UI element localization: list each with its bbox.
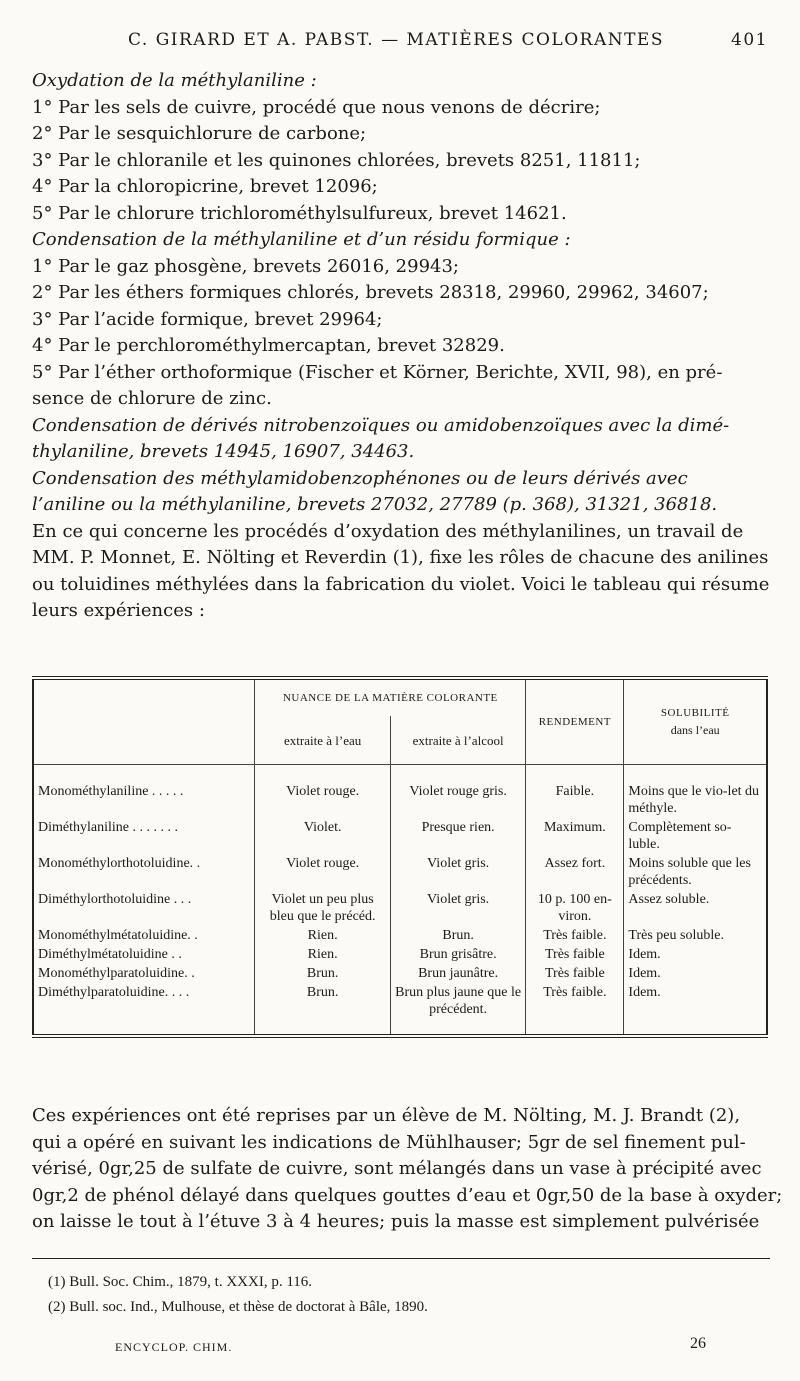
table-cell-solubilite: Moins soluble que les précédents. xyxy=(624,854,767,890)
running-header xyxy=(0,30,800,58)
table-row xyxy=(33,765,767,819)
body-line: MM. P. Monnet, E. Nölting et Reverdin (1), fixe les rôles de chacune des anilines xyxy=(32,547,769,568)
footnote-divider xyxy=(32,1258,770,1259)
table-cell-name: Diméthylparatoluidine. . . . xyxy=(38,985,190,1000)
table-cell-eau: Violet un peu plus bleu que le précéd. xyxy=(255,890,390,926)
table-body xyxy=(33,765,767,1037)
table-row xyxy=(33,854,767,890)
table-cell-alcool: Brun plus jaune que le précédent. xyxy=(390,983,525,1036)
header-title: C. GIRARD ET A. PABST. — MATIÈRES COLORANTES xyxy=(128,30,664,50)
body-line: 0gr,2 de phénol délayé dans quelques gouttes d’eau et 0gr,50 de la base à oxyder; xyxy=(32,1184,783,1206)
table-cell-eau: Violet rouge. xyxy=(255,854,390,890)
table-cell-eau: Brun. xyxy=(255,983,390,1036)
table-cell-name: Monométhylmétatoluidine. . xyxy=(38,928,198,943)
body-line: 1° Par le gaz phosgène, brevets 26016, 29943; xyxy=(32,255,459,277)
signature-label: ENCYCLOP. CHIM. xyxy=(115,1340,233,1354)
body-line: leurs expériences : xyxy=(32,600,205,621)
solubilite-title: SOLUBILITÉ xyxy=(660,706,730,719)
body-line: vérisé, 0gr,25 de sulfate de cuivre, sont mélangés dans un vase à précipité avec xyxy=(32,1158,762,1179)
table-cell-solubilite: Très peu soluble. xyxy=(624,926,767,945)
body-line: 2° Par le sesquichlorure de carbone; xyxy=(32,123,367,144)
table-cell-rendement: Faible. xyxy=(526,765,624,819)
body-line: 3° Par le chloranile et les quinones chlorées, brevets 8251, 11811; xyxy=(32,149,641,171)
table-cell-name: Diméthylmétatoluidine . . xyxy=(38,947,182,962)
table-cell-rendement: 10 p. 100 en-viron. xyxy=(526,890,624,926)
body-line: 4° Par le perchlorométhylmercaptan, brevet 32829. xyxy=(32,335,505,356)
body-line: 4° Par la chloropicrine, brevet 12096; xyxy=(32,176,378,197)
footnote-1: (1) Bull. Soc. Chim., 1879, t. XXXI, p. 116. xyxy=(48,1274,313,1290)
body-line: ou toluidines méthylées dans la fabrication du violet. Voici le tableau qui résume xyxy=(32,573,770,595)
table-header-solubilite xyxy=(624,678,767,765)
table-row xyxy=(33,983,767,1036)
table-cell-name: Monométhylparatoluidine. . xyxy=(38,966,195,981)
table-cell-alcool: Violet gris. xyxy=(390,854,525,890)
table-cell-alcool: Brun grisâtre. xyxy=(390,945,525,964)
table-corner xyxy=(33,678,255,765)
solubilite-sub: dans l’eau xyxy=(670,722,720,737)
body-line: qui a opéré en suivant les indications de Mühlhauser; 5gr de sel finement pul- xyxy=(32,1131,746,1153)
table-row xyxy=(33,964,767,983)
table-header-eau: extraite à l’eau xyxy=(255,716,390,765)
footnote-2: (2) Bull. soc. Ind., Mulhouse, et thèse de doctorat à Bâle, 1890. xyxy=(48,1299,428,1315)
table-cell-solubilite: Assez soluble. xyxy=(624,890,767,926)
table-row xyxy=(33,890,767,926)
table-cell-rendement: Très faible xyxy=(526,964,624,983)
page-number: 401 xyxy=(731,30,768,50)
body-line: 5° Par le chlorure trichlorométhylsulfureux, brevet 14621. xyxy=(32,202,567,224)
table-cell-name: Monométhylorthotoluidine. . xyxy=(38,856,201,871)
table-cell-solubilite: Idem. xyxy=(624,964,767,983)
table-cell-alcool: Presque rien. xyxy=(390,818,525,854)
table-cell-rendement: Maximum. xyxy=(526,818,624,854)
table-cell-alcool: Violet gris. xyxy=(390,890,525,926)
table-row xyxy=(33,818,767,854)
table-row xyxy=(33,926,767,945)
table-cell-alcool: Violet rouge gris. xyxy=(390,765,525,819)
table-row xyxy=(33,945,767,964)
body-line: thylaniline, brevets 14945, 16907, 34463. xyxy=(32,441,415,462)
table-cell-rendement: Assez fort. xyxy=(526,854,624,890)
body-line: 1° Par les sels de cuivre, procédé que nous venons de décrire; xyxy=(32,96,601,118)
table-cell-rendement: Très faible xyxy=(526,945,624,964)
table-cell-name: Diméthylaniline . . . . . . . xyxy=(38,820,178,835)
results-table xyxy=(32,676,768,1038)
body-line: 2° Par les éthers formiques chlorés, brevets 28318, 29960, 29962, 34607; xyxy=(32,282,709,303)
table-cell-eau: Violet. xyxy=(255,818,390,854)
table-cell-solubilite: Moins que le vio-let du méthyle. xyxy=(624,765,767,819)
body-line: sence de chlorure de zinc. xyxy=(32,388,272,409)
table-cell-solubilite: Idem. xyxy=(624,983,767,1036)
table-cell-rendement: Très faible. xyxy=(526,926,624,945)
body-line: Oxydation de la méthylaniline : xyxy=(32,70,317,91)
table-cell-alcool: Brun jaunâtre. xyxy=(390,964,525,983)
signature-number: 26 xyxy=(690,1335,706,1352)
body-line: Condensation des méthylamidobenzophénones ou de leurs dérivés avec xyxy=(32,467,688,489)
table-group-header: NUANCE DE LA MATIÈRE COLORANTE xyxy=(255,678,526,716)
table-cell-solubilite: Idem. xyxy=(624,945,767,964)
body-line: on laisse le tout à l’étuve 3 à 4 heures; puis la masse est simplement pulvérisée xyxy=(32,1211,760,1232)
body-line: Condensation de dérivés nitrobenzoïques ou amidobenzoïques avec la dimé- xyxy=(32,414,730,436)
table-cell-eau: Rien. xyxy=(255,926,390,945)
table-cell-alcool: Brun. xyxy=(390,926,525,945)
table-cell-name: Monométhylaniline . . . . . xyxy=(38,784,184,799)
body-line: En ce qui concerne les procédés d’oxydation des méthylanilines, un travail de xyxy=(32,520,744,542)
body-line: 5° Par l’éther orthoformique (Fischer et Körner, Berichte, XVII, 98), en pré- xyxy=(32,361,723,383)
body-line: Condensation de la méthylaniline et d’un résidu formique : xyxy=(32,229,571,250)
table-cell-eau: Rien. xyxy=(255,945,390,964)
table-header-rendement: RENDEMENT xyxy=(526,678,624,765)
body-line: l’aniline ou la méthylaniline, brevets 27032, 27789 (p. 368), 31321, 36818. xyxy=(32,494,718,515)
table-cell-rendement: Très faible. xyxy=(526,983,624,1036)
table-cell-eau: Violet rouge. xyxy=(255,765,390,819)
table-header-alcool: extraite à l’alcool xyxy=(390,716,525,765)
table-cell-name: Diméthylorthotoluidine . . . xyxy=(38,892,192,907)
body-line: Ces expériences ont été reprises par un élève de M. Nölting, M. J. Brandt (2), xyxy=(32,1105,741,1126)
body-line: 3° Par l’acide formique, brevet 29964; xyxy=(32,308,383,330)
table-cell-solubilite: Complètement so-luble. xyxy=(624,818,767,854)
table-cell-eau: Brun. xyxy=(255,964,390,983)
